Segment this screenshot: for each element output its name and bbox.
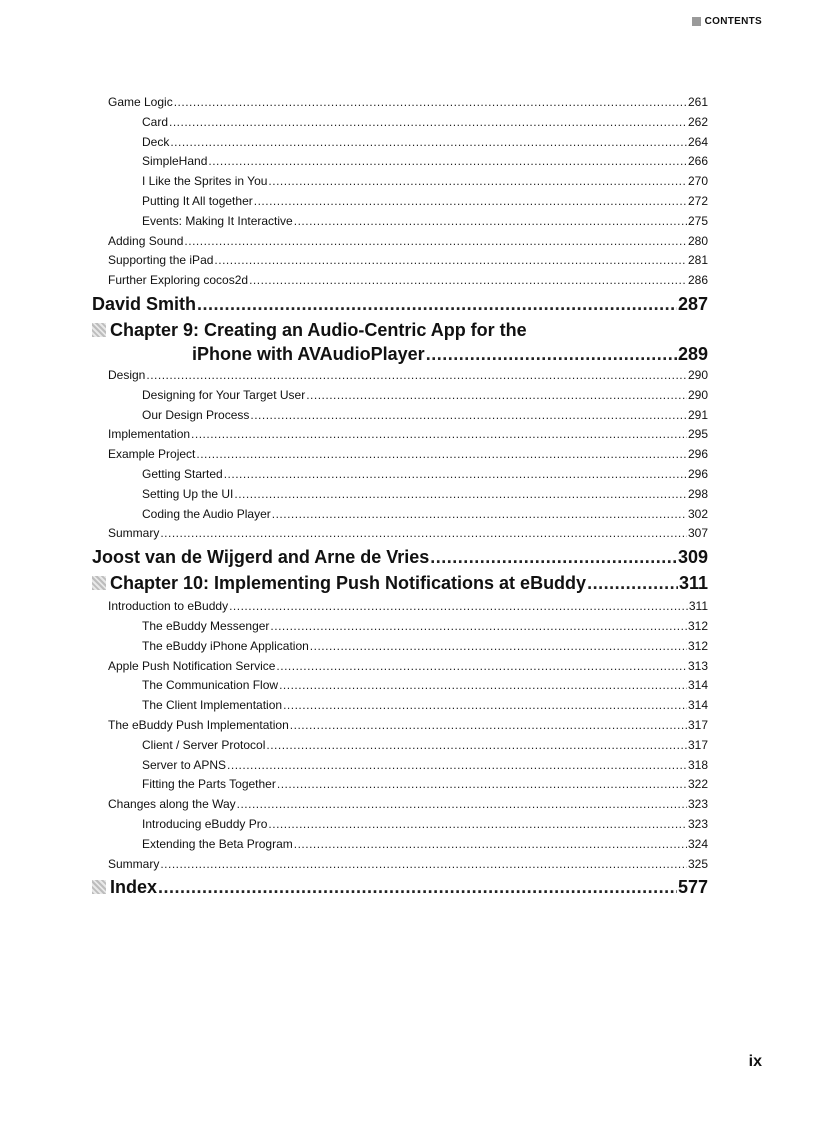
toc-entry[interactable]: Deck ..... 264 [108, 133, 708, 153]
toc-entry[interactable]: Introducing eBuddy Pro ..... 323 [108, 815, 708, 835]
running-header [692, 16, 762, 27]
page-number: ix [748, 1053, 762, 1070]
toc-entry[interactable]: Summary ..... 307 [108, 524, 708, 544]
toc-author-entry[interactable]: David Smith ..... 287 [92, 292, 708, 316]
toc-entry[interactable]: Adding Sound ..... 280 [108, 232, 708, 252]
toc-entry[interactable]: The eBuddy Messenger ..... 312 [108, 617, 708, 637]
toc-entry[interactable]: Changes along the Way ..... 323 [108, 795, 708, 815]
toc-entry[interactable]: Getting Started ..... 296 [108, 465, 708, 485]
toc-entry[interactable]: Design ..... 290 [108, 366, 708, 386]
toc-entry[interactable]: SimpleHand ..... 266 [108, 152, 708, 172]
toc-entry[interactable]: Client / Server Protocol ..... 317 [108, 736, 708, 756]
toc-entry[interactable]: Supporting the iPad ..... 281 [108, 251, 708, 271]
toc-entry[interactable]: Putting It All together ..... 272 [108, 192, 708, 212]
toc-entry[interactable]: Fitting the Parts Together ..... 322 [108, 775, 708, 795]
toc-entry[interactable]: Introduction to eBuddy ..... 311 [108, 597, 708, 617]
toc-entry[interactable]: The Client Implementation ..... 314 [108, 696, 708, 716]
toc-entry[interactable]: The eBuddy iPhone Application ..... 312 [108, 637, 708, 657]
toc-entry[interactable]: Setting Up the UI ..... 298 [108, 485, 708, 505]
toc-entry[interactable]: The eBuddy Push Implementation ..... 317 [108, 716, 708, 736]
header-label: CONTENTS [704, 16, 762, 27]
table-of-contents [92, 93, 708, 901]
chapter-icon [92, 880, 106, 894]
toc-entry[interactable]: Game Logic ..... 261 [108, 93, 708, 113]
toc-entry[interactable]: I Like the Sprites in You ..... 270 [108, 172, 708, 192]
toc-entry[interactable]: Extending the Beta Program ..... 324 [108, 835, 708, 855]
toc-entry[interactable]: Server to APNS ..... 318 [108, 756, 708, 776]
toc-chapter-entry[interactable]: Chapter 9: Creating an Audio-Centric App for the iPhone with AVAudioPlayer ..... 289 [92, 318, 708, 366]
toc-chapter-entry[interactable]: Index ..... 577 [92, 875, 708, 899]
toc-entry[interactable]: Example Project ..... 296 [108, 445, 708, 465]
toc-entry[interactable]: Designing for Your Target User ..... 290 [108, 386, 708, 406]
toc-entry[interactable]: Implementation ..... 295 [108, 425, 708, 445]
toc-entry[interactable]: The Communication Flow ..... 314 [108, 676, 708, 696]
toc-entry[interactable]: Coding the Audio Player ..... 302 [108, 505, 708, 525]
toc-entry[interactable]: Our Design Process ..... 291 [108, 406, 708, 426]
header-square-icon [692, 17, 701, 26]
chapter-icon [92, 323, 106, 337]
toc-author-entry[interactable]: Joost van de Wijgerd and Arne de Vries ..... 309 [92, 545, 708, 569]
toc-entry[interactable]: Summary ..... 325 [108, 855, 708, 875]
toc-entry[interactable]: Apple Push Notification Service ..... 313 [108, 657, 708, 677]
toc-entry[interactable]: Further Exploring cocos2d ..... 286 [108, 271, 708, 291]
toc-chapter-entry[interactable]: Chapter 10: Implementing Push Notifications at eBuddy ..... 311 [92, 571, 708, 595]
chapter-icon [92, 576, 106, 590]
toc-entry[interactable]: Card ..... 262 [108, 113, 708, 133]
toc-entry[interactable]: Events: Making It Interactive ..... 275 [108, 212, 708, 232]
